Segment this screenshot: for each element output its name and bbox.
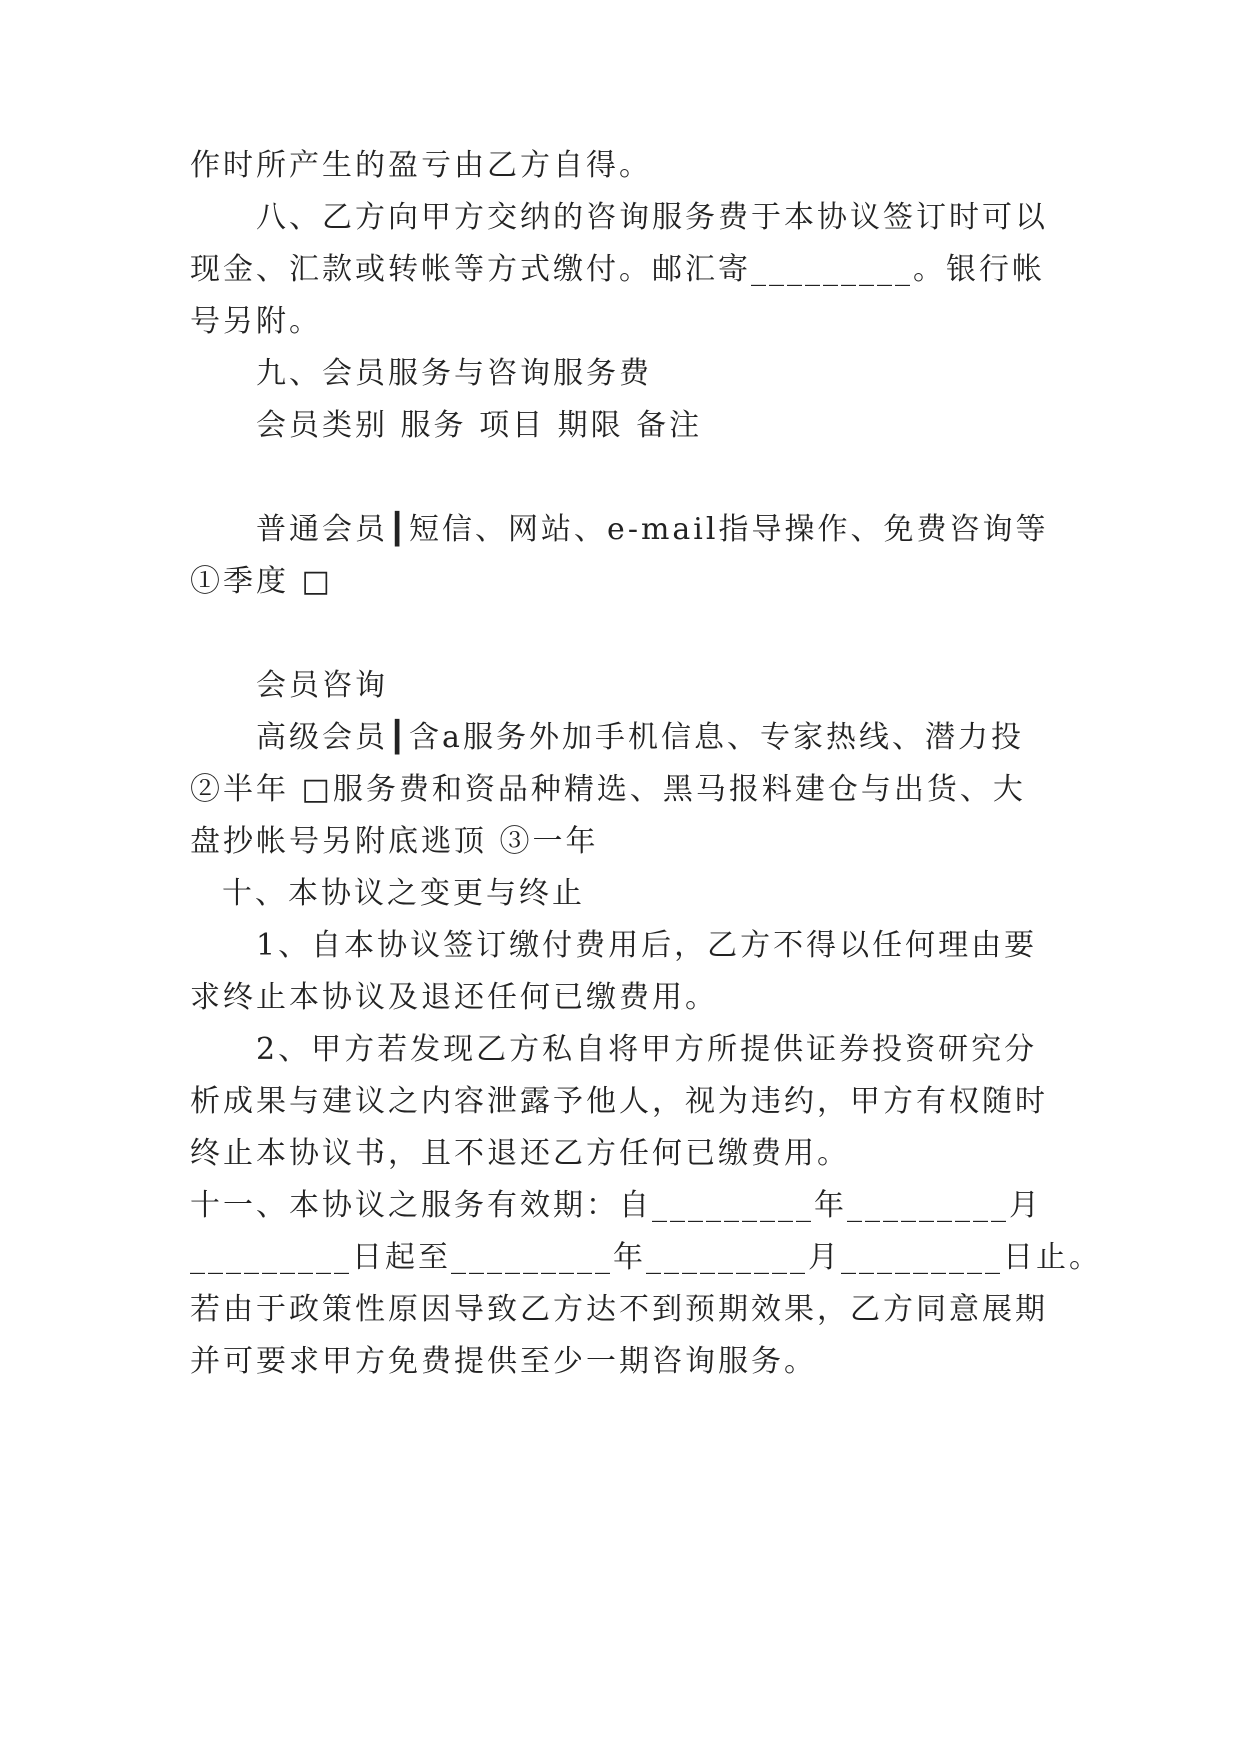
paragraph-line: _________日起至_________年_________月_________日止。 [190, 1240, 1102, 1275]
section-10-item-2: 2、甲方若发现乙方私自将甲方所提供证券投资研究分 [256, 1032, 1038, 1067]
table-row-basic: 普通会员┃短信、网站、e-mail指导操作、免费咨询等 [256, 512, 1049, 547]
paragraph-line: 终止本协议书，且不退还乙方任何已缴费用。 [190, 1136, 850, 1171]
section-9-heading: 九、会员服务与咨询服务费 [256, 356, 652, 391]
paragraph-line: 析成果与建议之内容泄露予他人，视为违约，甲方有权随时 [190, 1084, 1048, 1119]
paragraph-line: 现金、汇款或转帐等方式缴付。邮汇寄_________。银行帐 [190, 252, 1045, 287]
table-label-consult: 会员咨询 [256, 668, 388, 703]
table-row-premium-cont: ②半年 □服务费和资品种精选、黑马报料建仓与出货、大 [190, 772, 1026, 807]
section-11-heading: 十一、本协议之服务有效期：自_________年_________月 [190, 1188, 1042, 1223]
section-10-item-1: 1、自本协议签订缴付费用后，乙方不得以任何理由要 [256, 928, 1038, 963]
paragraph-line: 并可要求甲方免费提供至少一期咨询服务。 [190, 1344, 817, 1379]
paragraph-line: 号另附。 [190, 304, 322, 339]
table-row-basic-cont: ①季度 □ [190, 564, 333, 599]
section-10-heading: 十、本协议之变更与终止 [222, 876, 585, 911]
table-row-premium: 高级会员┃含a服务外加手机信息、专家热线、潜力投 [256, 720, 1024, 755]
table-row-premium-cont: 盘抄帐号另附底逃顶 ③一年 [190, 824, 599, 859]
paragraph-line: 求终止本协议及退还任何已缴费用。 [190, 980, 718, 1015]
paragraph-line: 作时所产生的盈亏由乙方自得。 [190, 148, 652, 183]
section-8-line: 八、乙方向甲方交纳的咨询服务费于本协议签订时可以 [256, 200, 1048, 235]
paragraph-line: 若由于政策性原因导致乙方达不到预期效果，乙方同意展期 [190, 1292, 1048, 1327]
table-header-line: 会员类别 服务 项目 期限 备注 [256, 408, 703, 443]
